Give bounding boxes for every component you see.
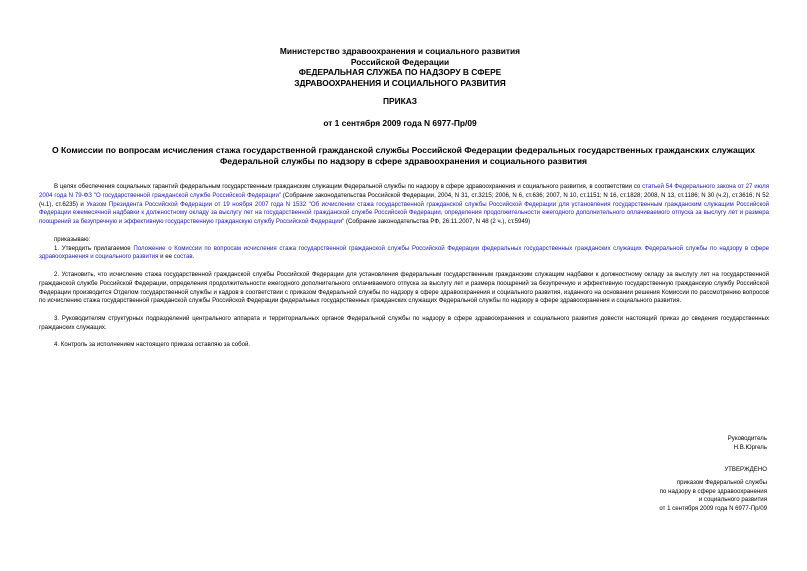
item-3-paragraph: 3. Руководителям структурных подразделений центрального аппарата и территориальных органов Федеральной службы по надзору в сфере здравоохранения и социального развития довести настоящий приказ до сведения государственных гражданских служащих. — [39, 314, 769, 331]
header-line-federation: Российской Федерации — [350, 56, 450, 67]
approval-caption: УТВЕРЖДЕНО — [724, 466, 767, 473]
header-line-service-sphere: ЗДРАВООХРАНЕНИЯ И СОЦИАЛЬНОГО РАЗВИТИЯ — [294, 77, 506, 88]
document-body — [39, 183, 769, 359]
signature-name: Н.В.Юргель — [733, 443, 767, 451]
preamble-text-1: В целях обеспечения социальных гарантий федеральным государственным гражданским служащим Федеральной службы по надзору в сфере здравоохранения и социального развития, в соответствии со — [54, 183, 643, 190]
federal-law-link[interactable]: статьей 54 Федерального закона от 27 июля 2004 года N 79-ФЗ "О государственной гражданской службе Российской Федерации" — [39, 183, 769, 199]
composition-link[interactable]: состав — [173, 253, 193, 261]
approval-block — [659, 466, 767, 514]
order-title: ПРИКАЗ — [382, 96, 418, 106]
regulation-link[interactable]: Положение о Комиссии по вопросам исчисления стажа государственной гражданской службы Российской Федерации федеральных государственных гражданских служащих Федеральной службы по надзору в сфере здравоохранения и социального развития — [39, 244, 769, 261]
approval-line-4: от 1 сентября 2009 года N 6977-Пр/09 — [659, 505, 767, 513]
approval-line-1: приказом Федеральной службы — [676, 478, 767, 486]
document-title: О Комиссии по вопросам исчисления стажа государственной гражданской службы Российской Федерации федеральных государственных гражданских служащих Федеральной службы по надзору в сфере здравоохранения и социального развития — [51, 145, 756, 167]
preamble-paragraph — [39, 183, 769, 227]
signature-block — [728, 435, 767, 453]
approval-line-2: по надзору в сфере здравоохранения — [659, 487, 767, 495]
presidential-decree-link[interactable]: Указом Президента Российской Федерации от 19 ноября 2007 года N 1532 "Об исчислении стажа государственной гражданской службы Российской Федерации для установления государственным гражданским служащим Российской Федерации ежемесячной надбавки к должностному окладу за выслугу лет на государственной гражданской службе Российской Федерации, определения продолжительности ежегодного дополнительного оплачиваемого отпуска за выслугу лет и размера поощрений за безупречную и эффективную государственную гражданскую службу Российской Федерации" — [39, 200, 769, 226]
header-line-ministry: Министерство здравоохранения и социального развития — [279, 46, 521, 56]
item-1-paragraph — [39, 245, 769, 263]
item-4-paragraph: 4. Контроль за исполнением настоящего приказа оставляю за собой. — [54, 341, 251, 349]
preamble-text-2: (Собрание законодательства Российской Федерации, 2004, N 31, ст.3215; 2006, N 6, ст.636; 2007, N 10, ст.1151; N 16, ст.1828; 2008, N 13, ст.1186; N 30 (ч.2), ст.3616; N 52 (ч.1), ст.6235) и — [39, 191, 769, 208]
item-1-end: . — [192, 253, 195, 261]
preamble-text-3: (Собрание законодательства РФ, 26.11.2007, N 48 (2 ч.), ст.5949) — [344, 218, 531, 226]
ministry-header — [180, 46, 620, 88]
approval-line-3: и социального развития — [698, 496, 767, 504]
item-2-paragraph: 2. Установить, что исчисление стажа государственной гражданской службы Российской Федерации для установления федеральным государственным гражданским служащим надбавки к должностному окладу за выслугу лет на государственной гражданской службе Российской Федерации, определения продолжительности ежегодного дополнительного оплачиваемого отпуска за выслугу лет и размера поощрений за безупречную и эффективную государственную гражданскую службу Российской Федерации производится Отделом государственной службы и кадров в соответствии с приказом Федеральной службы по надзору в сфере здравоохранения и социального развития, изданного на основании решения Комиссии по рассмотрению вопросов по исчислению стажа государственной гражданской службы Российской Федерации федеральных государственных гражданских служащих Федеральной службы по надзору в сфере здравоохранения и социального развития. — [39, 270, 769, 305]
header-line-service: ФЕДЕРАЛЬНАЯ СЛУЖБА ПО НАДЗОРУ В СФЕРЕ — [298, 67, 502, 78]
item-1-prefix: 1. Утвердить прилагаемое — [54, 244, 134, 252]
order-word: приказываю: — [54, 235, 91, 243]
signature-role: Руководитель — [727, 435, 767, 442]
item-1-mid: и ее — [158, 253, 174, 261]
order-date: от 1 сентября 2009 года N 6977-Пр/09 — [323, 118, 477, 128]
